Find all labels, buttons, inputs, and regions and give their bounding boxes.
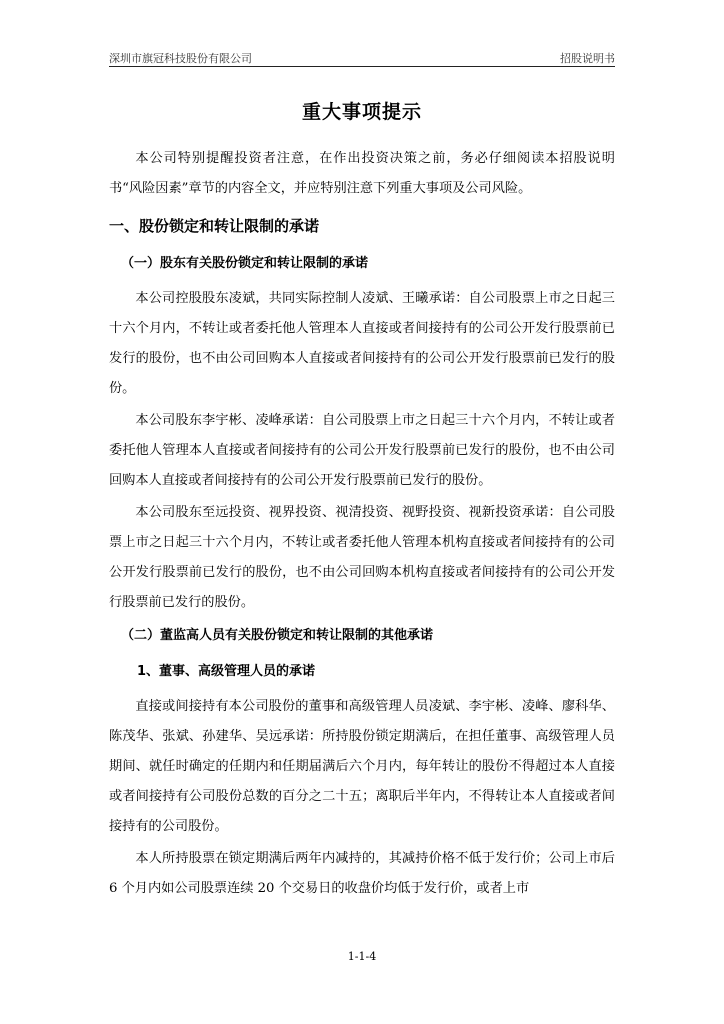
header-divider [109,66,615,67]
paragraph: 本公司股东李宇彬、凌峰承诺：自公司股票上市之日起三十六个月内，不转让或者委托他人管理本人直接或者间接持有的公司公开发行股票前已发行的股份，也不由公司回购本人直接或者间接持有的公司公开发行股票前已发行的股份。 [109,413,615,488]
subsection-heading-2: （二）董监高人员有关股份锁定和转让限制的其他承诺 [121,628,434,643]
item-heading-1: 1、董事、高级管理人员的承诺 [137,664,316,679]
subsection-heading-1: （一）股东有关股份锁定和转让限制的承诺 [121,256,369,271]
paragraph: 本人所持股票在锁定期满后两年内减持的，其减持价格不低于发行价；公司上市后 6 个月内如公司股票连续 20 个交易日的收盘价均低于发行价，或者上市 [109,851,615,896]
page-title: 重大事项提示 [301,101,422,123]
paragraph: 本公司控股股东凌斌，共同实际控制人凌斌、王曦承诺：自公司股票上市之日起三十六个月内，不转让或者委托他人管理本人直接或者间接持有的公司公开发行股票前已发行的股份，也不由公司回购本人直接或者间接持有的公司公开发行股票前已发行的股份。 [109,291,615,396]
header-company-name: 深圳市旗冠科技股份有限公司 [109,52,252,65]
page-number: 1-1-4 [347,950,377,963]
intro-paragraph: 本公司特别提醒投资者注意，在作出投资决策之前，务必仔细阅读本招股说明书“风险因素”章节的内容全文，并应特别注意下列重大事项及公司风险。 [109,151,615,196]
paragraph: 直接或间接持有本公司股份的董事和高级管理人员凌斌、李宇彬、凌峰、廖科华、陈茂华、张斌、孙建华、吴远承诺：所持股份锁定期满后，在担任董事、高级管理人员期间、就任时确定的任期内和任期届满后六个月内，每年转让的股份不得超过本人直接或者间接持有公司股份总数的百分之二十五；离职后半年内，不得转让本人直接或者间接持有的公司股份。 [109,699,615,834]
header-document-type: 招股说明书 [560,52,615,65]
section-heading-1: 一、股份锁定和转让限制的承诺 [109,217,320,235]
paragraph: 本公司股东至远投资、视界投资、视清投资、视野投资、视新投资承诺：自公司股票上市之日起三十六个月内，不转让或者委托他人管理本机构直接或者间接持有的公司公开发行股票前已发行的股份，也不由公司回购本机构直接或者间接持有的公司公开发行股票前已发行的股份。 [109,505,615,610]
document-body [109,144,615,906]
